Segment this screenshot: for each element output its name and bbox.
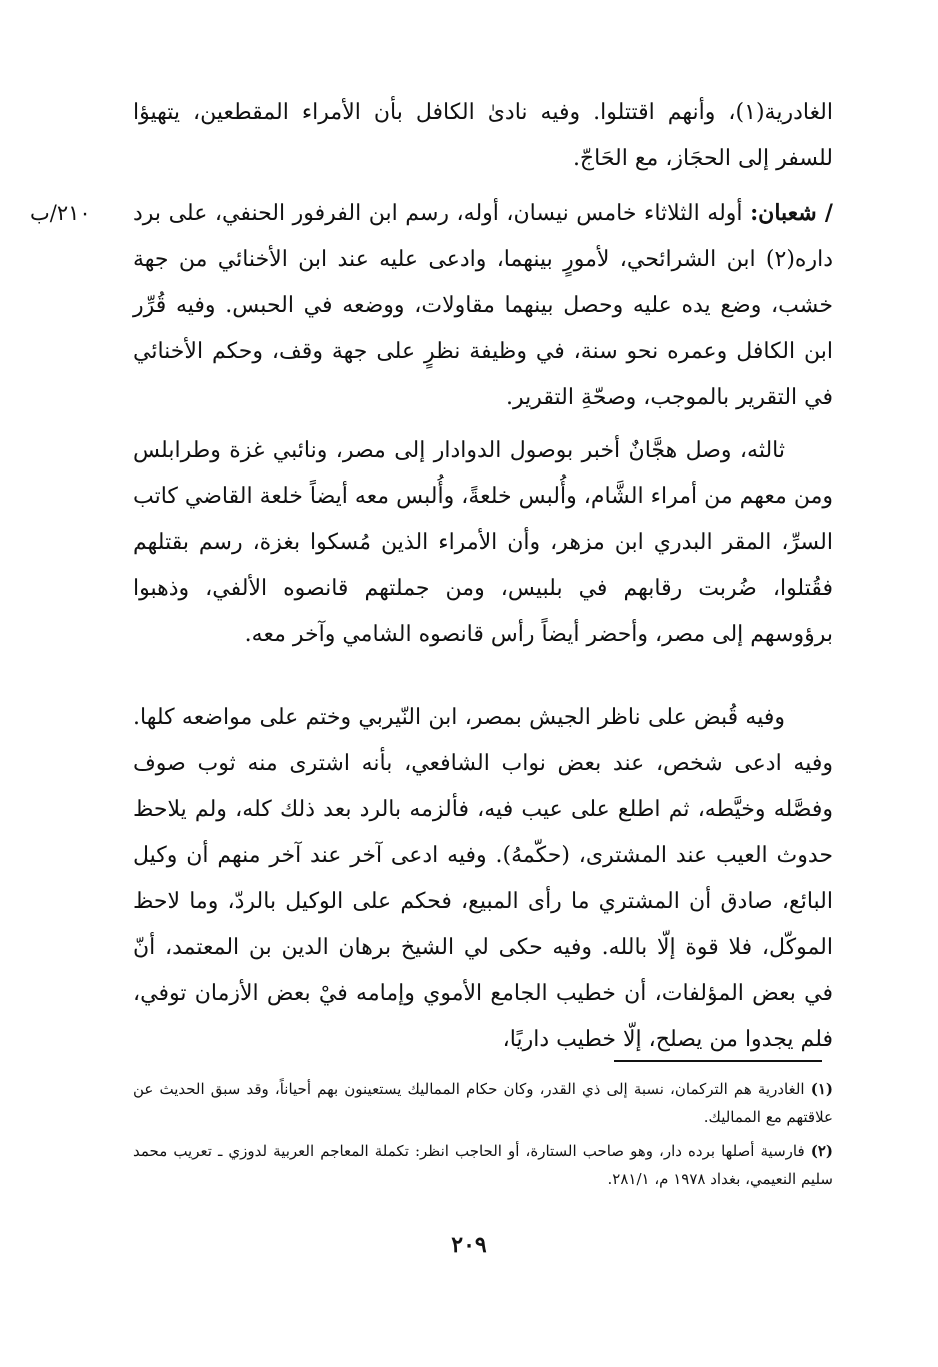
page-number: ٢٠٩ (451, 1232, 487, 1258)
footnotes (133, 1075, 833, 1199)
footnote-2-text: فارسية أصلها برده دار، وهو صاحب الستارة، أو الحاجب انظر: تكملة المعاجم العربية لدوزي ـ تعريب محمد سليم النعيمي، بغداد ١٩٧٨ م، ٢٨١/١. (133, 1142, 833, 1188)
footnote-2 (133, 1137, 833, 1193)
paragraph-4 (133, 695, 833, 1063)
folio-margin-note: ٢١٠/ب (30, 201, 91, 225)
paragraph-4-text: وفيه قُبض على ناظر الجيش بمصر، ابن النّيربي وختم على مواضعه كلها. وفيه ادعى شخص، عند بعض نواب الشافعي، بأنه اشترى منه ثوب صوف وفصَّله وخيَّطه، ثم اطلع على عيب فيه، فألزمه بالرد بعد ذلك كله، ولم يلاحظ حدوث العيب عند المشترى، (حكّمهُ). وفيه ادعى آخر عند آخر منهم أن وكيل البائع، صادق أن المشتري ما رأى المبيع، فحكم على الوكيل بالردّ، وما لاحظ الموكّل، فلا قوة إلّا بالله. وفيه حكى لي الشيخ برهان الدين بن المعتمد، أنّ في بعض المؤلفات، أن خطيب الجامع الأموي وإمامه فيْ بعض الأزمان توفي، فلم يجدوا من يصلح، إلّا خطيب داريًا، (133, 705, 833, 1052)
paragraph-1: الغادرية(١)، وأنهم اقتتلوا. وفيه نادىٰ الكافل بأن الأمراء المقطعين، يتهيؤا للسفر إلى الحجَاز، مع الحَاجّ. (133, 100, 833, 171)
paragraph-shaban (133, 190, 833, 421)
footnote-1 (133, 1075, 833, 1131)
footnote-2-number: (٢) (810, 1142, 833, 1160)
month-heading: / شعبان: (750, 200, 833, 226)
paragraph-shaban-text: أوله الثلاثاء خامس نيسان، أوله، رسم ابن الفرفور الحنفي، على برد داره(٢) ابن الشرائحي، لأمورٍ بينهما، وادعى عليه عند ابن الأخنائي من جهة خشب، وضع يده عليه وحصل بينهما مقاولات، ووضعه في الحبس. وفيه قُرِّر ابن الكافل وعمره نحو سنة، في وظيفة نظرٍ على جهة وقف، وحكم الأخنائي في التقرير بالموجب، وصحّةِ التقرير. (133, 201, 833, 410)
paragraph-3-text: ثالثه، وصل هجَّانٌ أخبر بوصول الدوادار إلى مصر، ونائبي غزة وطرابلس ومن معهم من أمراء الشَّام، وأُلبس خلعةً، وأُلبس معه أيضاً خلعة القاضي كاتب السرِّ، المقر البدري ابن مزهر، وأن الأمراء الذين مُسكوا بغزة، رسم بقتلهم فقُتلوا، ضُربت رقابهم في بلبيس، ومن جملتهم قانصوه الألفي، وذهبوا برؤوسهم إلى مصر، وأحضر أيضاً رأس قانصوه الشامي وآخر معه. (133, 438, 833, 647)
footnote-separator (614, 1060, 822, 1062)
paragraph-3 (133, 428, 833, 658)
footnote-1-number: (١) (810, 1080, 833, 1098)
footnote-1-text: الغادرية هم التركمان، نسبة إلى ذي القدر، وكان حكام المماليك يستعينون بهم أحياناً، وقد سبق الحديث عن علاقتهم مع المماليك. (133, 1080, 833, 1126)
